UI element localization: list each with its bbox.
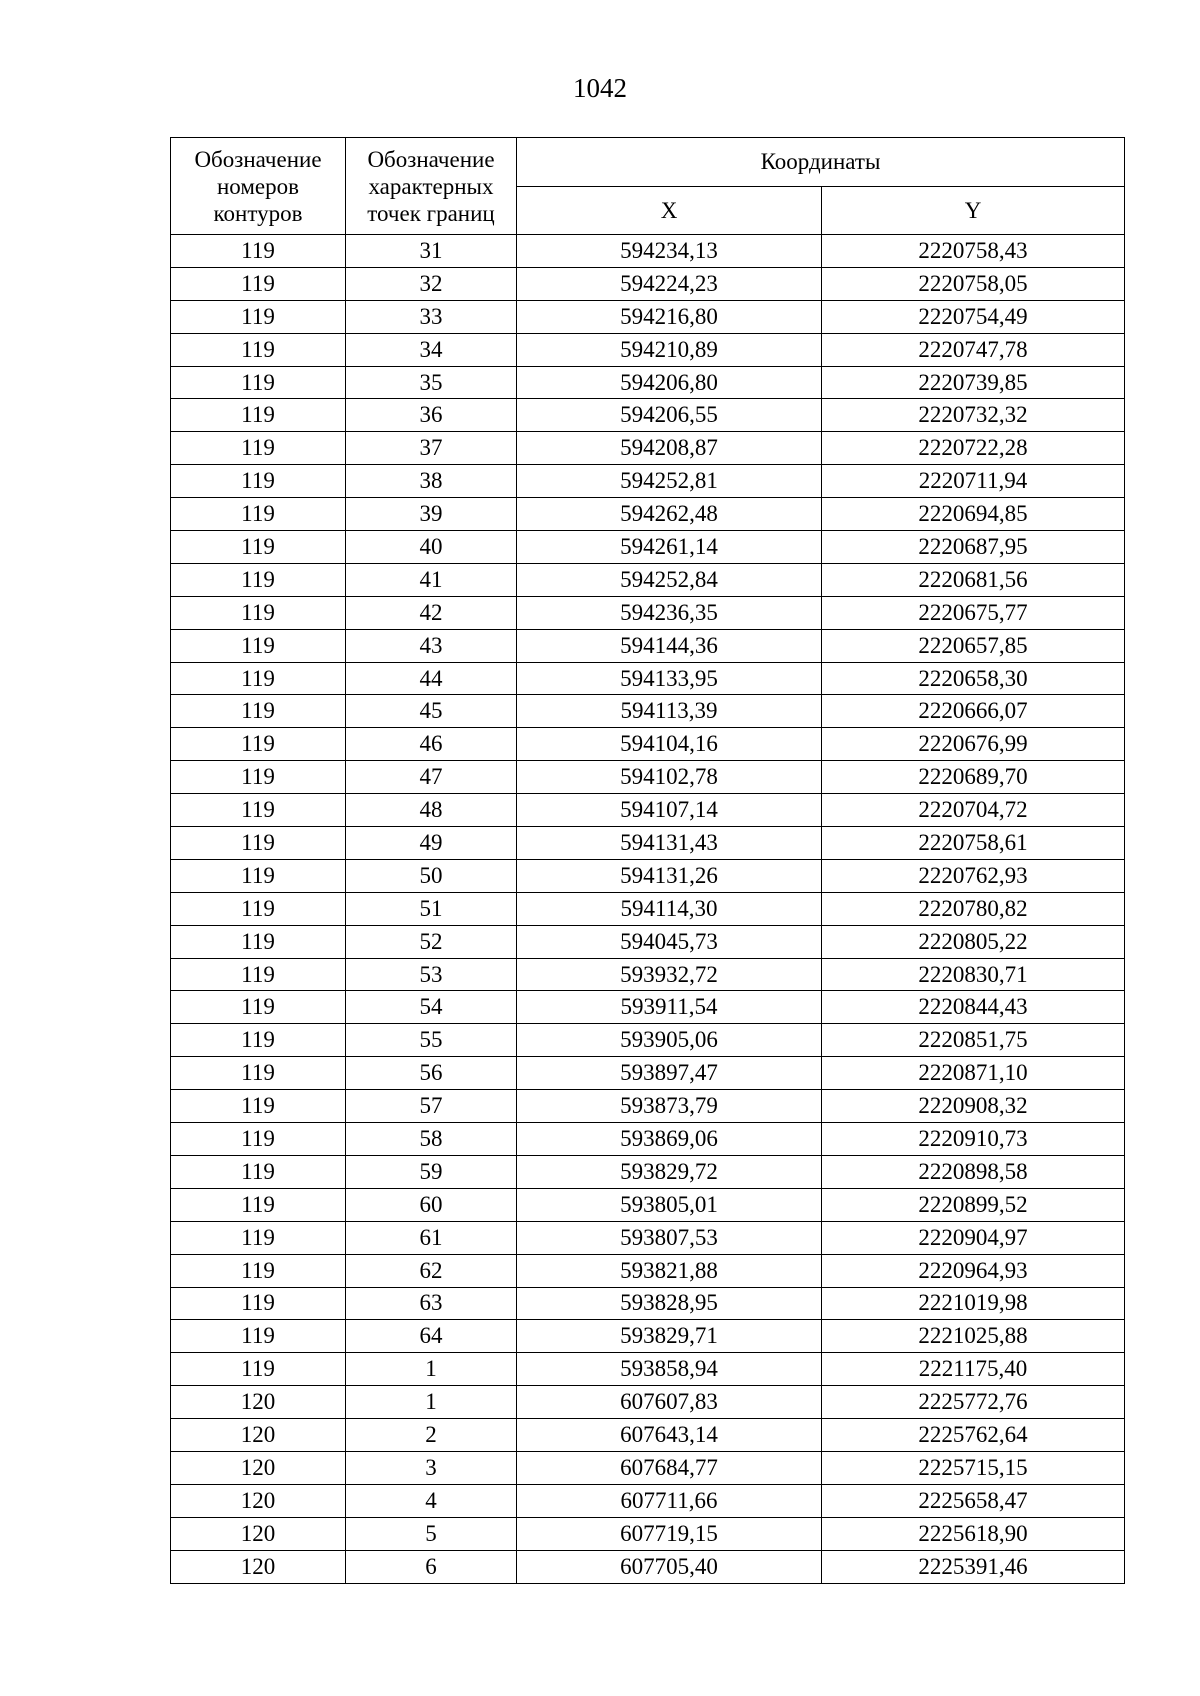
table-row xyxy=(171,892,1125,925)
contour-number-cell: 120 xyxy=(171,1550,346,1583)
y-coordinate-cell: 2220758,43 xyxy=(822,235,1125,268)
y-coordinate-cell: 2220747,78 xyxy=(822,333,1125,366)
x-coordinate-cell: 593905,06 xyxy=(517,1024,822,1057)
x-coordinate-cell: 594104,16 xyxy=(517,728,822,761)
y-coordinate-cell: 2225772,76 xyxy=(822,1386,1125,1419)
point-number-cell: 35 xyxy=(346,366,517,399)
point-number-cell: 41 xyxy=(346,563,517,596)
table-row xyxy=(171,333,1125,366)
y-coordinate-cell: 2225391,46 xyxy=(822,1550,1125,1583)
y-coordinate-cell: 2220739,85 xyxy=(822,366,1125,399)
point-number-cell: 34 xyxy=(346,333,517,366)
point-number-cell: 53 xyxy=(346,958,517,991)
table-row xyxy=(171,596,1125,629)
point-number-cell: 6 xyxy=(346,1550,517,1583)
x-coordinate-cell: 594206,80 xyxy=(517,366,822,399)
table-row xyxy=(171,1320,1125,1353)
y-coordinate-cell: 2220964,93 xyxy=(822,1254,1125,1287)
contour-number-cell: 119 xyxy=(171,892,346,925)
table-row xyxy=(171,761,1125,794)
y-coordinate-cell: 2220657,85 xyxy=(822,629,1125,662)
table-row xyxy=(171,728,1125,761)
x-coordinate-cell: 593911,54 xyxy=(517,991,822,1024)
point-number-cell: 59 xyxy=(346,1155,517,1188)
table-row xyxy=(171,432,1125,465)
point-number-cell: 61 xyxy=(346,1221,517,1254)
table-row xyxy=(171,629,1125,662)
point-number-cell: 2 xyxy=(346,1419,517,1452)
x-coordinate-cell: 594144,36 xyxy=(517,629,822,662)
x-coordinate-cell: 594113,39 xyxy=(517,695,822,728)
point-number-cell: 1 xyxy=(346,1386,517,1419)
x-coordinate-cell: 607643,14 xyxy=(517,1419,822,1452)
table-row xyxy=(171,859,1125,892)
x-coordinate-cell: 594114,30 xyxy=(517,892,822,925)
contour-number-cell: 119 xyxy=(171,563,346,596)
y-coordinate-cell: 2220851,75 xyxy=(822,1024,1125,1057)
table-row xyxy=(171,300,1125,333)
point-number-cell: 62 xyxy=(346,1254,517,1287)
table-row xyxy=(171,1419,1125,1452)
y-coordinate-cell: 2220666,07 xyxy=(822,695,1125,728)
table-row xyxy=(171,1123,1125,1156)
contour-number-cell: 119 xyxy=(171,728,346,761)
table-row xyxy=(171,563,1125,596)
y-coordinate-cell: 2225715,15 xyxy=(822,1451,1125,1484)
table-row xyxy=(171,1550,1125,1583)
contour-number-cell: 119 xyxy=(171,399,346,432)
table-row xyxy=(171,1254,1125,1287)
contour-number-cell: 119 xyxy=(171,1221,346,1254)
y-coordinate-cell: 2225618,90 xyxy=(822,1517,1125,1550)
contour-number-cell: 120 xyxy=(171,1419,346,1452)
point-number-cell: 47 xyxy=(346,761,517,794)
x-coordinate-cell: 593932,72 xyxy=(517,958,822,991)
y-coordinate-cell: 2220908,32 xyxy=(822,1090,1125,1123)
y-coordinate-cell: 2220687,95 xyxy=(822,531,1125,564)
contour-number-cell: 119 xyxy=(171,662,346,695)
point-number-cell: 37 xyxy=(346,432,517,465)
point-number-cell: 64 xyxy=(346,1320,517,1353)
table-header xyxy=(171,138,1125,235)
point-number-cell: 33 xyxy=(346,300,517,333)
y-coordinate-cell: 2220658,30 xyxy=(822,662,1125,695)
x-coordinate-cell: 594208,87 xyxy=(517,432,822,465)
y-coordinate-cell: 2225658,47 xyxy=(822,1484,1125,1517)
x-coordinate-cell: 594107,14 xyxy=(517,794,822,827)
x-coordinate-cell: 607607,83 xyxy=(517,1386,822,1419)
point-number-cell: 45 xyxy=(346,695,517,728)
table-row xyxy=(171,1024,1125,1057)
x-coordinate-cell: 594210,89 xyxy=(517,333,822,366)
contour-number-cell: 119 xyxy=(171,432,346,465)
x-coordinate-cell: 594216,80 xyxy=(517,300,822,333)
contour-number-cell: 119 xyxy=(171,958,346,991)
table-row xyxy=(171,991,1125,1024)
contour-number-cell: 119 xyxy=(171,1254,346,1287)
contour-number-cell: 119 xyxy=(171,465,346,498)
table-row xyxy=(171,465,1125,498)
y-coordinate-cell: 2220675,77 xyxy=(822,596,1125,629)
x-coordinate-cell: 594131,26 xyxy=(517,859,822,892)
point-number-cell: 4 xyxy=(346,1484,517,1517)
x-coordinate-cell: 594261,14 xyxy=(517,531,822,564)
contour-number-cell: 119 xyxy=(171,1287,346,1320)
point-number-cell: 55 xyxy=(346,1024,517,1057)
table-row xyxy=(171,794,1125,827)
y-coordinate-cell: 2220904,97 xyxy=(822,1221,1125,1254)
table-row xyxy=(171,399,1125,432)
point-number-cell: 56 xyxy=(346,1057,517,1090)
x-coordinate-cell: 594131,43 xyxy=(517,827,822,860)
contour-number-cell: 120 xyxy=(171,1451,346,1484)
x-coordinate-cell: 594234,13 xyxy=(517,235,822,268)
contour-number-cell: 119 xyxy=(171,596,346,629)
point-number-cell: 44 xyxy=(346,662,517,695)
x-coordinate-cell: 607719,15 xyxy=(517,1517,822,1550)
table-row xyxy=(171,662,1125,695)
header-contour-number: Обозначение номеров контуров xyxy=(171,138,346,235)
point-number-cell: 48 xyxy=(346,794,517,827)
table-row xyxy=(171,1188,1125,1221)
point-number-cell: 31 xyxy=(346,235,517,268)
x-coordinate-cell: 593897,47 xyxy=(517,1057,822,1090)
y-coordinate-cell: 2220676,99 xyxy=(822,728,1125,761)
contour-number-cell: 119 xyxy=(171,267,346,300)
point-number-cell: 63 xyxy=(346,1287,517,1320)
contour-number-cell: 119 xyxy=(171,827,346,860)
x-coordinate-cell: 594133,95 xyxy=(517,662,822,695)
x-coordinate-cell: 607684,77 xyxy=(517,1451,822,1484)
y-coordinate-cell: 2220898,58 xyxy=(822,1155,1125,1188)
point-number-cell: 5 xyxy=(346,1517,517,1550)
x-coordinate-cell: 593807,53 xyxy=(517,1221,822,1254)
table-row xyxy=(171,925,1125,958)
y-coordinate-cell: 2220722,28 xyxy=(822,432,1125,465)
header-coordinates: Координаты xyxy=(517,138,1125,187)
table-row xyxy=(171,827,1125,860)
x-coordinate-cell: 593821,88 xyxy=(517,1254,822,1287)
table-body xyxy=(171,235,1125,1584)
y-coordinate-cell: 2220780,82 xyxy=(822,892,1125,925)
table-row xyxy=(171,1353,1125,1386)
coordinates-table xyxy=(170,137,1125,1584)
contour-number-cell: 119 xyxy=(171,333,346,366)
table-row xyxy=(171,531,1125,564)
table-row xyxy=(171,366,1125,399)
table-row xyxy=(171,1287,1125,1320)
y-coordinate-cell: 2221175,40 xyxy=(822,1353,1125,1386)
y-coordinate-cell: 2220762,93 xyxy=(822,859,1125,892)
x-coordinate-cell: 593858,94 xyxy=(517,1353,822,1386)
table-row xyxy=(171,498,1125,531)
point-number-cell: 42 xyxy=(346,596,517,629)
point-number-cell: 32 xyxy=(346,267,517,300)
y-coordinate-cell: 2221025,88 xyxy=(822,1320,1125,1353)
table-row xyxy=(171,1155,1125,1188)
x-coordinate-cell: 594236,35 xyxy=(517,596,822,629)
contour-number-cell: 119 xyxy=(171,531,346,564)
point-number-cell: 1 xyxy=(346,1353,517,1386)
x-coordinate-cell: 607705,40 xyxy=(517,1550,822,1583)
y-coordinate-cell: 2220758,05 xyxy=(822,267,1125,300)
table-row xyxy=(171,1484,1125,1517)
contour-number-cell: 119 xyxy=(171,925,346,958)
contour-number-cell: 119 xyxy=(171,498,346,531)
contour-number-cell: 119 xyxy=(171,1320,346,1353)
contour-number-cell: 119 xyxy=(171,1024,346,1057)
x-coordinate-cell: 593829,71 xyxy=(517,1320,822,1353)
point-number-cell: 49 xyxy=(346,827,517,860)
contour-number-cell: 119 xyxy=(171,629,346,662)
contour-number-cell: 119 xyxy=(171,1090,346,1123)
x-coordinate-cell: 594102,78 xyxy=(517,761,822,794)
x-coordinate-cell: 593873,79 xyxy=(517,1090,822,1123)
x-coordinate-cell: 594224,23 xyxy=(517,267,822,300)
x-coordinate-cell: 594045,73 xyxy=(517,925,822,958)
table-row xyxy=(171,1221,1125,1254)
table-row xyxy=(171,1451,1125,1484)
y-coordinate-cell: 2220910,73 xyxy=(822,1123,1125,1156)
y-coordinate-cell: 2220704,72 xyxy=(822,794,1125,827)
header-x: X xyxy=(517,186,822,235)
contour-number-cell: 119 xyxy=(171,300,346,333)
point-number-cell: 52 xyxy=(346,925,517,958)
point-number-cell: 51 xyxy=(346,892,517,925)
table-row xyxy=(171,1057,1125,1090)
point-number-cell: 60 xyxy=(346,1188,517,1221)
contour-number-cell: 119 xyxy=(171,859,346,892)
table-row xyxy=(171,1090,1125,1123)
y-coordinate-cell: 2220754,49 xyxy=(822,300,1125,333)
contour-number-cell: 120 xyxy=(171,1517,346,1550)
contour-number-cell: 119 xyxy=(171,991,346,1024)
table-row xyxy=(171,1386,1125,1419)
page-number: 1042 xyxy=(573,73,627,103)
point-number-cell: 50 xyxy=(346,859,517,892)
x-coordinate-cell: 593828,95 xyxy=(517,1287,822,1320)
contour-number-cell: 119 xyxy=(171,1155,346,1188)
point-number-cell: 43 xyxy=(346,629,517,662)
y-coordinate-cell: 2220689,70 xyxy=(822,761,1125,794)
y-coordinate-cell: 2220711,94 xyxy=(822,465,1125,498)
table-row xyxy=(171,267,1125,300)
point-number-cell: 58 xyxy=(346,1123,517,1156)
x-coordinate-cell: 593829,72 xyxy=(517,1155,822,1188)
x-coordinate-cell: 594252,84 xyxy=(517,563,822,596)
y-coordinate-cell: 2220694,85 xyxy=(822,498,1125,531)
contour-number-cell: 119 xyxy=(171,366,346,399)
point-number-cell: 36 xyxy=(346,399,517,432)
contour-number-cell: 119 xyxy=(171,761,346,794)
point-number-cell: 46 xyxy=(346,728,517,761)
header-y: Y xyxy=(822,186,1125,235)
contour-number-cell: 119 xyxy=(171,235,346,268)
header-point-number: Обозначение характерных точек границ xyxy=(346,138,517,235)
y-coordinate-cell: 2220681,56 xyxy=(822,563,1125,596)
point-number-cell: 40 xyxy=(346,531,517,564)
y-coordinate-cell: 2225762,64 xyxy=(822,1419,1125,1452)
contour-number-cell: 119 xyxy=(171,1353,346,1386)
point-number-cell: 54 xyxy=(346,991,517,1024)
y-coordinate-cell: 2220830,71 xyxy=(822,958,1125,991)
table-row xyxy=(171,235,1125,268)
contour-number-cell: 119 xyxy=(171,1057,346,1090)
x-coordinate-cell: 593869,06 xyxy=(517,1123,822,1156)
contour-number-cell: 119 xyxy=(171,695,346,728)
point-number-cell: 3 xyxy=(346,1451,517,1484)
point-number-cell: 38 xyxy=(346,465,517,498)
x-coordinate-cell: 594206,55 xyxy=(517,399,822,432)
table-row xyxy=(171,1517,1125,1550)
y-coordinate-cell: 2220732,32 xyxy=(822,399,1125,432)
y-coordinate-cell: 2220899,52 xyxy=(822,1188,1125,1221)
contour-number-cell: 119 xyxy=(171,794,346,827)
point-number-cell: 57 xyxy=(346,1090,517,1123)
y-coordinate-cell: 2221019,98 xyxy=(822,1287,1125,1320)
x-coordinate-cell: 607711,66 xyxy=(517,1484,822,1517)
x-coordinate-cell: 593805,01 xyxy=(517,1188,822,1221)
point-number-cell: 39 xyxy=(346,498,517,531)
y-coordinate-cell: 2220871,10 xyxy=(822,1057,1125,1090)
y-coordinate-cell: 2220805,22 xyxy=(822,925,1125,958)
table-row xyxy=(171,958,1125,991)
contour-number-cell: 120 xyxy=(171,1386,346,1419)
x-coordinate-cell: 594252,81 xyxy=(517,465,822,498)
table-row xyxy=(171,695,1125,728)
y-coordinate-cell: 2220758,61 xyxy=(822,827,1125,860)
contour-number-cell: 120 xyxy=(171,1484,346,1517)
y-coordinate-cell: 2220844,43 xyxy=(822,991,1125,1024)
contour-number-cell: 119 xyxy=(171,1188,346,1221)
x-coordinate-cell: 594262,48 xyxy=(517,498,822,531)
contour-number-cell: 119 xyxy=(171,1123,346,1156)
